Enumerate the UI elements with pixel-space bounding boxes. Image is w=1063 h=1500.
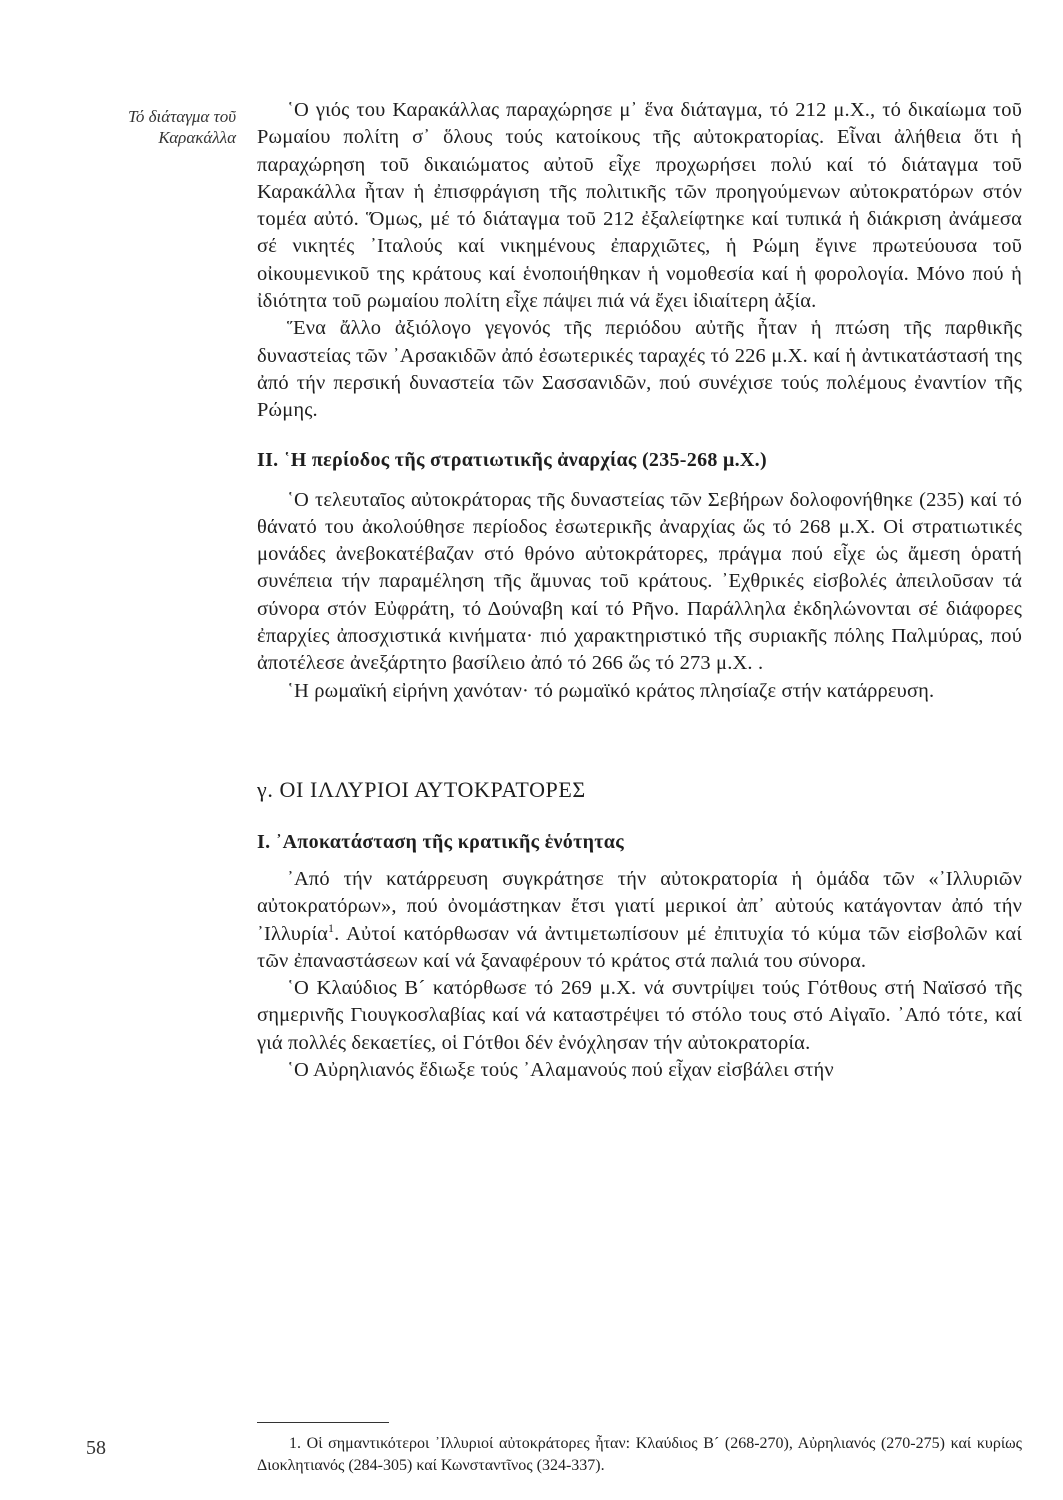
paragraph-military-anarchy: ῾Ο τελευταῖος αὐτοκράτορας τῆς δυναστείας τῶν Σεβήρων δολοφονήθηκε (235) καί τό θάνατό του ἀκολούθησε περίοδος ἐσωτερικῆς ἀναρχίας ὥς τό 268 μ.Χ. Οἱ στρατιωτικές μονάδες ἀνεβοκατέβαζαν στό θρόνο αὐτοκράτορες, πράγμα πού εἶχε ὡς ἄμεση ὁρατή συνέπεια τήν παραμέληση τῆς ἄμυνας τοῦ κράτους. ᾽Εχθρικές εἰσβολές ἀπειλοῦσαν τά σύνορα στόν Εὐφράτη, τό Δούναβη καί τό Ρῆνο. Παράλληλα ἐκδηλώνονται σέ διάφορες ἐπαρχίες ἀποσχιστικά κινήματα· πιό χαρακτηριστικό τῆς συριακῆς πόλης Παλμύρας, πού ἀποτέλεσε ἀνεξάρτητο βασίλειο ἀπό τό 266 ὥς τό 273 μ.Χ. . <box>257 488 1022 675</box>
main-text-column <box>257 97 1022 1084</box>
paragraph-parthian-dynasty: Ἕνα ἄλλο ἀξιόλογο γεγονός τῆς περιόδου αὐτῆς ἦταν ἡ πτώση τῆς παρθικῆς δυναστείας τῶν ᾽Αρσακιδῶν ἀπό ἐσωτερικές ταραχές τό 226 μ.Χ. καί ἡ ἀντικατάστασή της ἀπό τήν περσική δυναστεία τῶν Σασσανιδῶν, πού συνέχισε τούς πολέμους ἐναντίον τῆς Ρώμης. <box>257 317 1022 422</box>
section-heading-military-anarchy: II. ῾Η περίοδος τῆς στρατιωτικῆς ἀναρχίας (235-268 μ.Χ.) <box>257 448 767 471</box>
paragraph-roman-peace: ῾Η ρωμαϊκή εἰρήνη χανόταν· τό ρωμαϊκό κράτος πλησίαζε στήν κατάρρευση. <box>287 679 935 702</box>
paragraph-illyrian-text-rest: . Αὐτοί κατόρθωσαν νά ἀντιμετωπίσουν μέ ἐπιτυχία τό κύμα τῶν εἰσβολῶν καί τῶν ἐπαναστάσεων καί νά ξαναφέρουν τό κράτος στά παλιά του σύνορα. <box>257 922 1022 972</box>
margin-note <box>86 106 236 148</box>
paragraph-illyrian-text: ᾽Από τήν κατάρρευση συγκράτησε τήν αὐτοκρατορία ἡ ὁμάδα τῶν «᾽Ιλλυριῶν αὐτοκρατόρων», πού ὀνομάστηκαν ἔτσι γιατί μερικοί ἀπ᾽ αὐτούς κατάγονταν ἀπό τήν ᾽Ιλλυρία <box>257 867 1022 945</box>
footnote-reference: 1 <box>328 920 335 935</box>
margin-note-line-2: Καρακάλλα <box>158 128 236 147</box>
paragraph-illyrian-emperors <box>257 866 1022 975</box>
paragraph-aurelian: ῾Ο Αὐρηλιανός ἔδιωξε τούς ᾽Αλαμανούς πού εἶχαν εἰσβάλει στήν <box>287 1059 834 1082</box>
page-number: 58 <box>86 1437 106 1459</box>
paragraph-caracalla-edict: ῾Ο γιός του Καρακάλλας παραχώρησε μ᾽ ἕνα διάταγμα, τό 212 μ.Χ., τό δικαίωμα τοῦ Ρωμαίου πολίτη σ᾽ ὅλους τούς κατοίκους τῆς αὐτοκρατορίας. Εἶναι ἀλήθεια ὅτι ἡ παραχώρηση τοῦ δικαιώματος αὐτοῦ εἶχε προχωρήσει πολύ καί τό διάταγμα τοῦ Καρακάλλα ἦταν ἡ ἐπισφράγιση τῆς πολιτικῆς τῶν προηγούμενων αὐτοκρατόρων στόν τομέα αὐτό. Ὅμως, μέ τό διάταγμα τοῦ 212 ἐξαλείφτηκε καί τυπικά ἡ διάκριση ἀνάμεσα σέ νικητές ᾽Ιταλούς καί νικημένους ἐπαρχιῶτες, ἡ Ρώμη ἔγινε πρωτεύουσα τοῦ οἰκουμενικοῦ της κράτους καί ἑνοποιήθηκαν ἡ νομοθεσία καί ἡ φορολογία. Μόνο πού ἡ ἰδιότητα τοῦ ρωμαίου πολίτη εἶχε πάψει πιά νά ἔχει ἰδιαίτερη ἀξία. <box>257 99 1022 313</box>
paragraph-claudius: ῾Ο Κλαύδιος Β´ κατόρθωσε τό 269 μ.Χ. νά συντρίψει τούς Γότθους στή Ναϊσσό τῆς σημερινῆς Γιουγκοσλαβίας καί νά καταστρέψει τό στόλο τους στό Αἰγαῖο. ᾽Από τότε, καί γιά πολλές δεκαετίες, οἱ Γότθοι δέν ἐνόχλησαν τήν αὐτοκρατορία. <box>257 977 1022 1054</box>
section-heading-state-unity: I. ᾽Αποκατάσταση τῆς κρατικῆς ἑνότητας <box>257 830 624 853</box>
chapter-heading-illyrian-emperors: γ. ΟΙ ΙΛΛΥΡΙΟΙ ΑΥΤΟΚΡΑΤΟΡΕΣ <box>257 776 586 802</box>
margin-note-line-1: Τό διάταγμα τοῦ <box>127 107 236 126</box>
footnote-divider <box>257 1422 389 1423</box>
footnote: 1. Οἱ σημαντικότεροι ᾽Ιλλυριοί αὐτοκράτορες ἦταν: Κλαύδιος Β´ (268-270), Αὐρηλιανός (270-275) καί κυρίως Διοκλητιανός (284-305) καί Κωνσταντῖνος (324-337). <box>257 1435 1022 1474</box>
